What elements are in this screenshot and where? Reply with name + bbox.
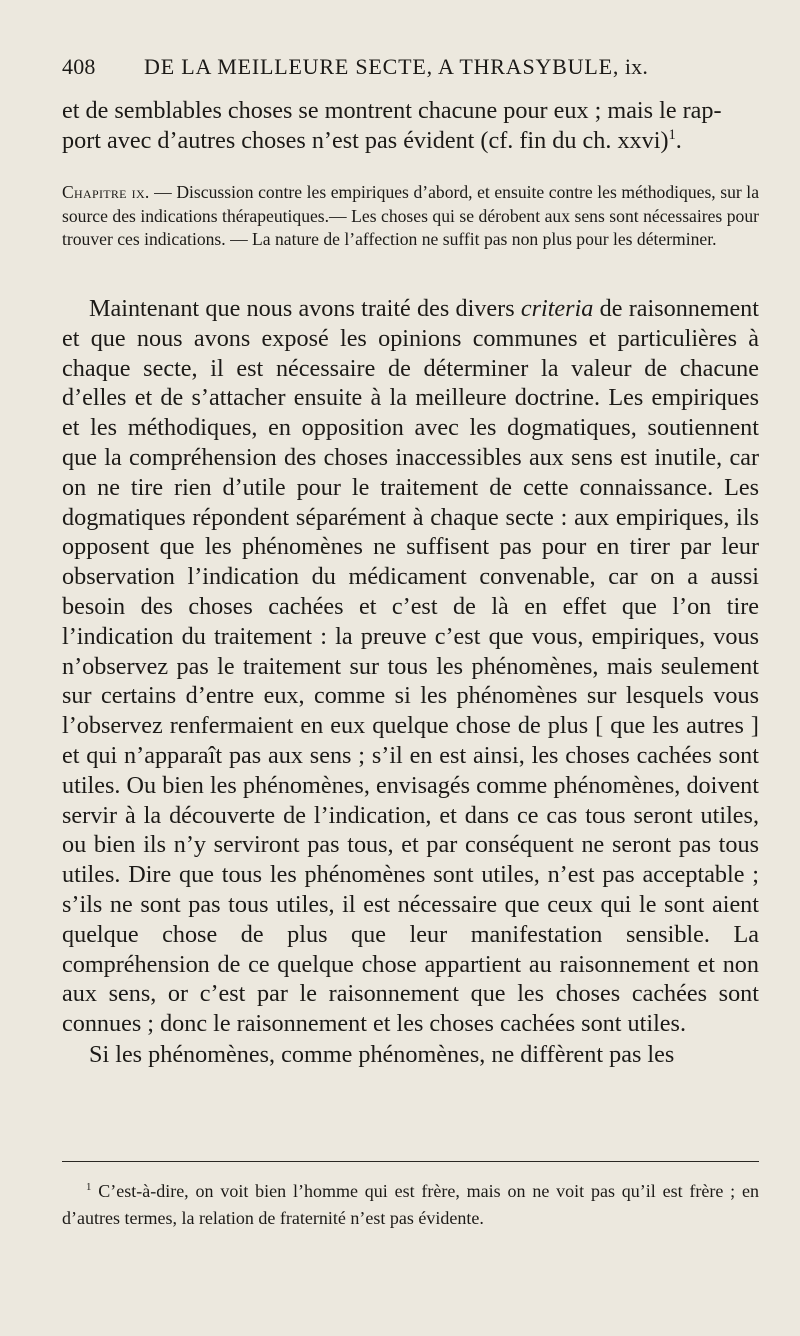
paragraph-2: Si les phénomènes, comme phénomènes, ne diffèrent pas les: [89, 1040, 675, 1068]
opening-lines: [62, 96, 759, 156]
chapter-summary-text: — Discussion contre les empiriques d’abord, et ensuite contre les méthodiques, sur la source des indications thérapeutiques.— Les choses qui se dérobent aux sens sont nécessaires pour trouver ces indications. — La nature de l’affection ne suffit pas non plus pour les déterminer.: [62, 182, 759, 250]
paragraph-1: [62, 294, 759, 1039]
footnote-text: C’est-à-dire, on voit bien l’homme qui est frère, mais on ne voit pas qu’il est frère ; en d’autres termes, la relation de fraternité n’est pas évidente.: [62, 1181, 759, 1228]
italic-term: criteria: [520, 295, 594, 322]
opening-end: .: [675, 126, 682, 154]
page-number: 408: [62, 54, 96, 79]
footnote-mark: 1: [86, 1181, 92, 1193]
chapter-reference: ix.: [624, 54, 649, 79]
chapter-summary: [62, 181, 759, 252]
running-header: [62, 54, 762, 80]
footnote-reference: 1: [668, 126, 676, 143]
footnote: [62, 1178, 759, 1232]
opening-line-2: port avec d’autres choses n’est pas évident (cf. fin du ch. xxvi): [62, 126, 669, 154]
paragraph-1-start: Maintenant que nous avons traité des divers: [89, 295, 521, 322]
chapter-label: Chapitre ix.: [62, 182, 150, 202]
running-title: DE LA MEILLEURE SECTE, A THRASYBULE,: [144, 54, 620, 79]
paragraph-1-rest: de raisonnement et que nous avons exposé les opinions communes et particulières à chaque secte, il est nécessaire de déterminer la valeur de chacune d’elles et de s’attacher ensuite à la meilleure doctrine. Les empiriques et les méthodiques, en opposition avec les dogmatiques, soutiennent que la compréhension des choses inaccessibles aux sens est inutile, car on ne tire rien d’utile pour le traitement de cette connaissance. Les dogmatiques répondent séparément à chaque secte : aux empiriques, ils opposent que les phénomènes ne suffisent pas pour en tirer par leur observation l’indication du médicament convenable, car on a aussi besoin des choses cachées et c’est de là en effet que l’on tire l’indication du traitement : la preuve c’est que vous, empiriques, vous n’observez pas le traitement sur tous les phénomènes, mais seulement sur certains d’entre eux, comme si les phénomènes sur lesquels vous l’observez renfermaient en eux quelque chose de plus [ que les autres ] et qui n’apparaît pas aux sens ; s’il en est ainsi, les choses cachées sont utiles. Ou bien les phénomènes, envisagés comme phénomènes, doivent servir à la découverte de l’indication, et dans ce cas tous seront utiles, ou bien ils n’y serviront pas tous, et par conséquent ne seront pas tous utiles. Dire que tous les phénomènes sont utiles, n’est pas acceptable ; s’ils ne sont pas tous utiles, il est nécessaire que ceux qui le sont aient quelque chose de plus que leur manifestation sensible. La compréhension de ce quelque chose appartient au raisonnement et non aux sens, or c’est par le raisonnement que les choses cachées sont connues ; donc le raisonnement et les choses cachées sont utiles.: [62, 295, 759, 1038]
opening-line-1: et de semblables choses se montrent chacune pour eux ; mais le rap-: [62, 97, 722, 124]
footnote-divider: [62, 1161, 759, 1162]
main-text: [62, 294, 759, 1070]
